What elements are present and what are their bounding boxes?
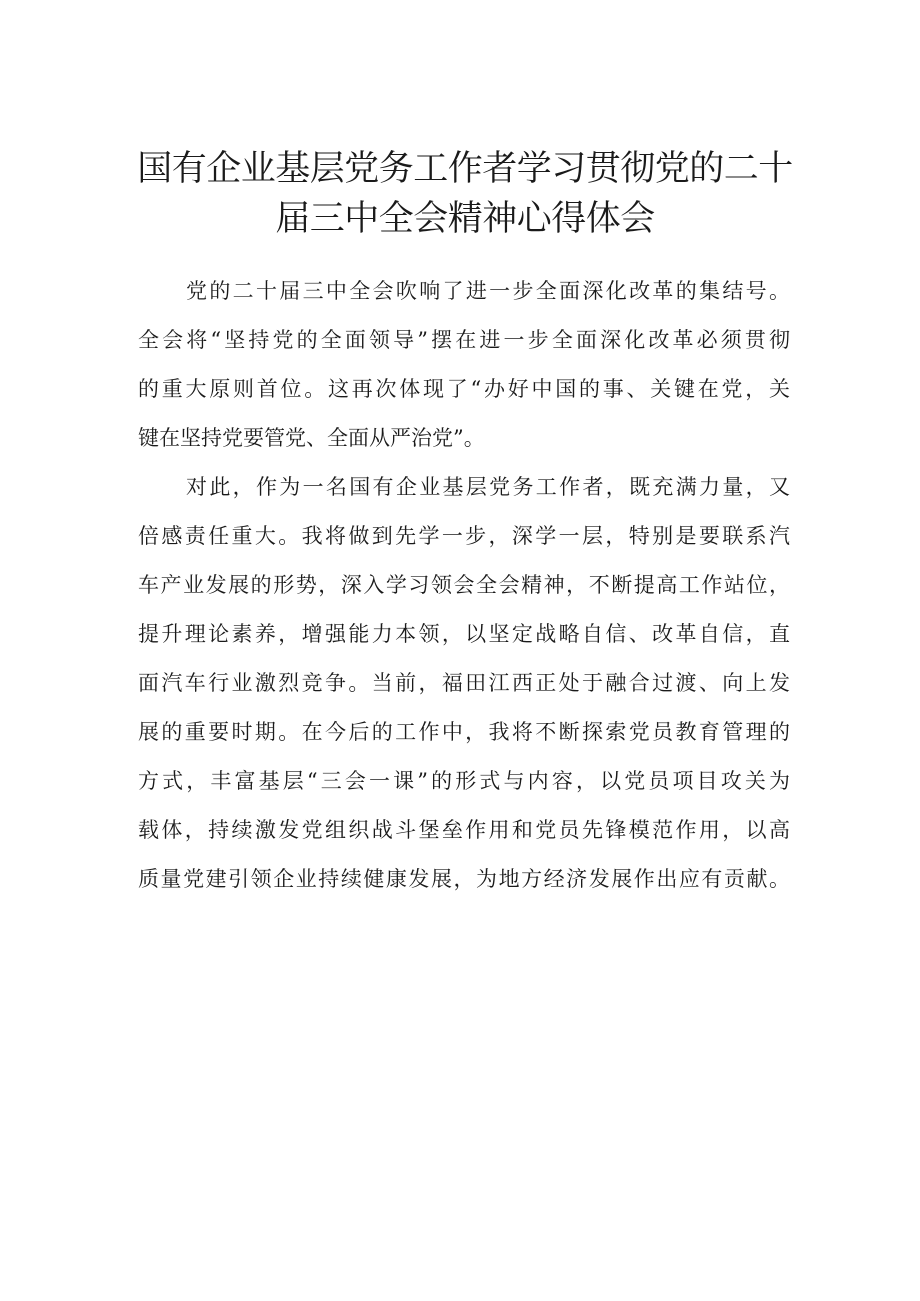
paragraph-line: 键在坚持党要管党、全面从严治党”。 [138,426,485,450]
document-title [120,144,810,244]
paragraph-2 [138,463,790,904]
paragraph-line: 提升理论素养，增强能力本领，以坚定战略自信、改革自信，直 [138,622,790,646]
paragraph-line: 车产业发展的形势，深入学习领会全会精神，不断提高工作站位， [138,573,790,597]
paragraph-line: 展的重要时期。在今后的工作中，我将不断探索党员教育管理的 [138,720,790,744]
paragraph-line: 质量党建引领企业持续健康发展，为地方经济发展作出应有贡献。 [138,867,790,891]
document-body [138,267,790,904]
title-line-2: 届三中全会精神心得体会 [275,199,655,239]
paragraph-line: 全会将“坚持党的全面领导”摆在进一步全面深化改革必须贯彻 [138,328,790,352]
paragraph-line: 的重大原则首位。这再次体现了“办好中国的事、关键在党，关 [138,377,790,401]
paragraph-line: 对此，作为一名国有企业基层党务工作者，既充满力量，又 [186,475,790,499]
paragraph-line: 面汽车行业激烈竞争。当前，福田江西正处于融合过渡、向上发 [138,671,790,695]
paragraph-line: 方式，丰富基层“三会一课”的形式与内容，以党员项目攻关为 [138,769,790,793]
title-line-1: 国有企业基层党务工作者学习贯彻党的二十 [137,149,793,189]
paragraph-line: 载体，持续激发党组织战斗堡垒作用和党员先锋模范作用，以高 [138,818,790,842]
paragraph-line: 倍感责任重大。我将做到先学一步，深学一层，特别是要联系汽 [138,524,790,548]
paragraph-1 [138,267,790,463]
paragraph-line: 党的二十届三中全会吹响了进一步全面深化改革的集结号。 [186,279,790,303]
